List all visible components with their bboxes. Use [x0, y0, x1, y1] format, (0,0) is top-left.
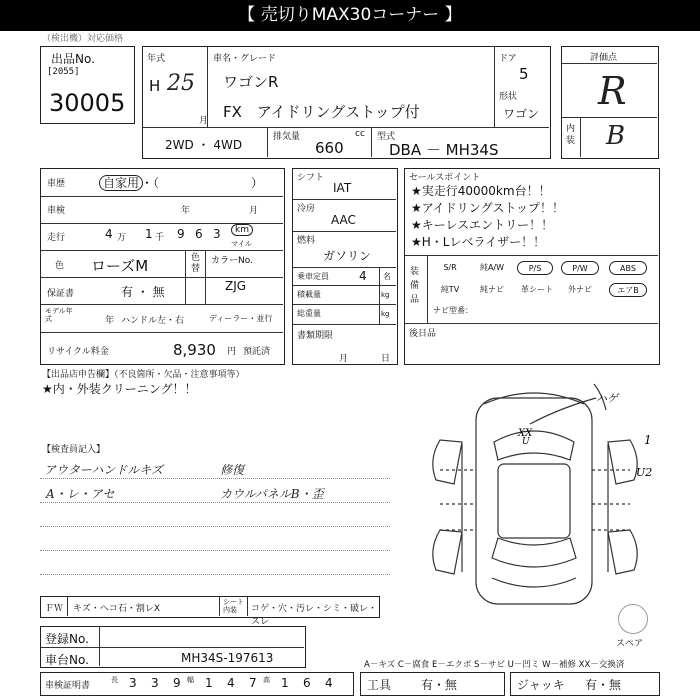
door-value: 5 [519, 65, 529, 83]
cert-label: 車検証明書 [45, 681, 91, 691]
reg-label: 登録No. [45, 632, 89, 646]
spec-box [292, 168, 398, 365]
model-name: ワゴンR [223, 73, 279, 91]
lot-number-box [40, 46, 135, 124]
docs-day: 日 [381, 354, 391, 364]
history-label: 車歴 [47, 179, 66, 189]
cert-digit-3: 9 [173, 676, 181, 690]
equip-airbag: エアB [609, 283, 647, 297]
equip-aw: 純A/W [479, 263, 505, 272]
car-right-doors [592, 470, 630, 530]
color-code-value: ZJG [225, 279, 247, 293]
cert-digit-1: 3 [129, 676, 137, 690]
sales-point-3: ★キーレスエントリー！！ [411, 218, 554, 232]
inspector-label: 【検査員記入】 [42, 445, 106, 455]
inspector-lines [40, 455, 395, 595]
inspector-note-4: カウルパネルB・歪 [220, 487, 324, 501]
name-label: 車名・グレード [213, 54, 277, 64]
lot-number: 30005 [49, 89, 126, 117]
history-close: ） [251, 176, 264, 190]
equip-tv: 純TV [440, 285, 460, 294]
history-owner [99, 174, 143, 191]
capacity-value: 4 [359, 269, 367, 283]
registration-box [40, 626, 306, 668]
sales-box [404, 168, 660, 365]
car-right-front-wheel [608, 440, 637, 484]
cert-digit-4: 1 [205, 676, 213, 690]
cert-unit-width: 幅 [187, 676, 194, 684]
year-era: H [149, 77, 161, 95]
cert-unit-length: 長 [111, 676, 118, 684]
sales-label: セールスポイント [409, 173, 481, 183]
interior-value: B [606, 121, 626, 151]
equip-ext-navi: 外ナビ [568, 285, 592, 294]
sales-point-2: ★アイドリングストップ！！ [411, 201, 564, 215]
weight-label: 総重量 [297, 309, 321, 318]
cert-digit-9: 4 [325, 676, 333, 690]
handle-label: ハンドル [121, 316, 158, 326]
color-change-label: 色替 [191, 253, 201, 274]
spare-circle [618, 604, 648, 634]
docs-label: 書類期限 [297, 331, 334, 341]
recycle-value: 8,930 [173, 341, 216, 359]
tools-value: 有・無 [421, 678, 458, 692]
inspection-month: 月 [249, 206, 259, 216]
dealer-label: ディーラー・並行 [209, 314, 273, 323]
year-label: 年式 [147, 54, 166, 64]
sales-point-1: ★実走行40000km台！！ [411, 184, 551, 198]
cert-digit-8: 6 [303, 676, 311, 690]
car-windshield [494, 431, 574, 460]
load-label: 積載量 [297, 290, 321, 299]
cert-unit-height: 高 [263, 676, 270, 684]
vehicle-info-box [142, 46, 551, 159]
score-box [561, 46, 659, 159]
jack-label: ジャッキ [517, 678, 565, 692]
score-value: R [598, 69, 627, 113]
score-label: 評価点 [590, 53, 618, 63]
load-unit: kg [381, 291, 390, 299]
recycle-unit: 円 [227, 347, 237, 357]
car-body-outline [476, 398, 592, 604]
car-left-rear-wheel [433, 530, 462, 574]
car-roof [498, 464, 570, 538]
model-year-unit: 年 [105, 316, 115, 326]
history-owner-value: 自家用 [99, 175, 143, 191]
color-value: ローズM [91, 257, 149, 275]
ac-value: AAC [331, 213, 356, 227]
shape-label: 形状 [499, 92, 518, 102]
floor-row [40, 596, 380, 627]
mileage-digit-5: 3 [213, 227, 221, 241]
mark-u2: U2 [636, 466, 653, 479]
fuel-label: 燃料 [297, 236, 316, 246]
displacement-label: 排気量 [273, 132, 301, 142]
fuel-value: ガソリン [323, 249, 372, 263]
cert-digit-5: 4 [227, 676, 235, 690]
equipment-label: 装備品 [410, 267, 420, 305]
model-year-label: モデル年式 [45, 307, 73, 323]
car-side-panels [462, 444, 608, 572]
mark-leader-line [530, 398, 596, 424]
header-banner: 【 売切りMAX30コーナー 】 [0, 0, 700, 31]
floor-items2: コゲ・穴・汚レ・シミ・破レ・スレ [251, 604, 378, 627]
model-code-label: 型式 [377, 132, 396, 142]
floor-seat: シート内装 [223, 598, 244, 614]
handle-value: 左・右 [157, 316, 185, 326]
details-box [40, 168, 285, 365]
chassis-label: 車台No. [45, 653, 89, 667]
shape-value: ワゴン [503, 107, 540, 121]
jack-box [510, 672, 660, 696]
cert-digit-6: 7 [249, 676, 257, 690]
warranty-label: 保証書 [47, 289, 75, 299]
mark-1: 1 [644, 433, 652, 447]
model-code-value: DBA － MH34S [389, 141, 499, 159]
displacement-value: 660 [315, 139, 344, 157]
floor-fw: ＦＷ [45, 604, 64, 614]
jack-value: 有・無 [585, 678, 622, 692]
navi-model-label: ナビ型番： [433, 306, 473, 315]
chassis-value: MH34S-197613 [181, 651, 274, 665]
color-label: 色 [55, 261, 65, 271]
capacity-label: 乗車定員 [297, 272, 329, 281]
car-diagram [410, 380, 660, 620]
car-left-doors [440, 470, 476, 530]
year-month-unit: 月 [199, 116, 209, 126]
equip-leather: 革シート [521, 285, 553, 294]
weight-unit: kg [381, 310, 390, 318]
grade-name: FX アイドリングストップ付 [223, 103, 420, 121]
mileage-digit-4: 6 [195, 227, 203, 241]
equip-pw: P/W [561, 261, 599, 275]
door-label: ドア [499, 54, 517, 64]
warranty-value: 有 ・ 無 [121, 285, 165, 299]
inspector-note-2: A・レ・アセ [46, 487, 115, 501]
recycle-status: 預託済 [243, 347, 271, 357]
cert-digit-7: 1 [281, 676, 289, 690]
mileage-km [231, 225, 253, 235]
shift-value: IAT [333, 181, 352, 195]
mileage-man: 4 [105, 227, 113, 241]
equip-abs: ABS [609, 261, 647, 275]
mark-hage: ハゲ [596, 392, 618, 405]
docs-month: 月 [339, 354, 349, 364]
mileage-sen-unit: 千 [155, 233, 165, 243]
drive-type: 2WD ・ 4WD [165, 138, 243, 152]
spare-label: スペア [616, 639, 644, 649]
mileage-km-unit: km [231, 224, 253, 236]
floor-items: キズ・ヘコ石・割レX [73, 604, 160, 614]
year-value: 25 [167, 71, 195, 96]
mileage-label: 走行 [47, 233, 66, 243]
capacity-unit: 名 [383, 272, 391, 281]
displacement-unit: cc [355, 129, 365, 139]
cert-digit-2: 3 [151, 676, 159, 690]
mark-xx: XX [518, 428, 533, 439]
inspection-year: 年 [181, 206, 191, 216]
lot-label: 出品No. [51, 52, 95, 66]
cert-digits [111, 673, 351, 694]
equip-navi: 純ナビ [480, 285, 504, 294]
equip-ps: P/S [517, 261, 553, 275]
tools-label: 工具 [367, 678, 392, 692]
interior-label: 内装 [566, 124, 576, 146]
certificate-row [40, 672, 354, 696]
recycle-label: リサイクル料金 [47, 347, 109, 357]
inspection-label: 車検 [47, 206, 66, 216]
mileage-man-unit: 万 [117, 233, 127, 243]
top-partial-text: （検出機）対応価格 [42, 34, 124, 44]
car-right-rear-wheel [608, 530, 637, 574]
tools-box [360, 672, 505, 696]
mileage-sen: 1 [145, 227, 153, 241]
car-rear-window [492, 538, 576, 567]
lot-tag: [2055] [47, 67, 80, 77]
ac-label: 冷房 [297, 204, 316, 214]
car-rear-bumper [492, 578, 576, 587]
notes-line: ★内・外装クリーニング！！ [42, 382, 197, 396]
sales-point-4: ★H・Lレベライザー！！ [411, 235, 546, 249]
mileage-mile: マイル [231, 240, 252, 248]
damage-legend: A－キズ C－腐食 E－エクボ S－サビ U－凹ミ W－補修 XX－交換済 [364, 660, 625, 670]
inspector-note-3: 修復 [220, 463, 245, 477]
color-code-label: カラーNo. [211, 256, 253, 266]
mark-u: U [522, 437, 530, 447]
car-left-front-wheel [433, 440, 462, 484]
equip-sr: S/R [443, 263, 457, 272]
history-sep: ・（ [141, 176, 160, 190]
inspector-note-1: アウターハンドルキズ [44, 463, 164, 477]
remarks-label: 後日品 [409, 329, 437, 339]
notes-label: 【出品店申告欄】（不良箇所・欠品・注意事項等） [42, 370, 245, 380]
shift-label: シフト [297, 173, 325, 183]
mileage-digit-3: 9 [177, 227, 185, 241]
